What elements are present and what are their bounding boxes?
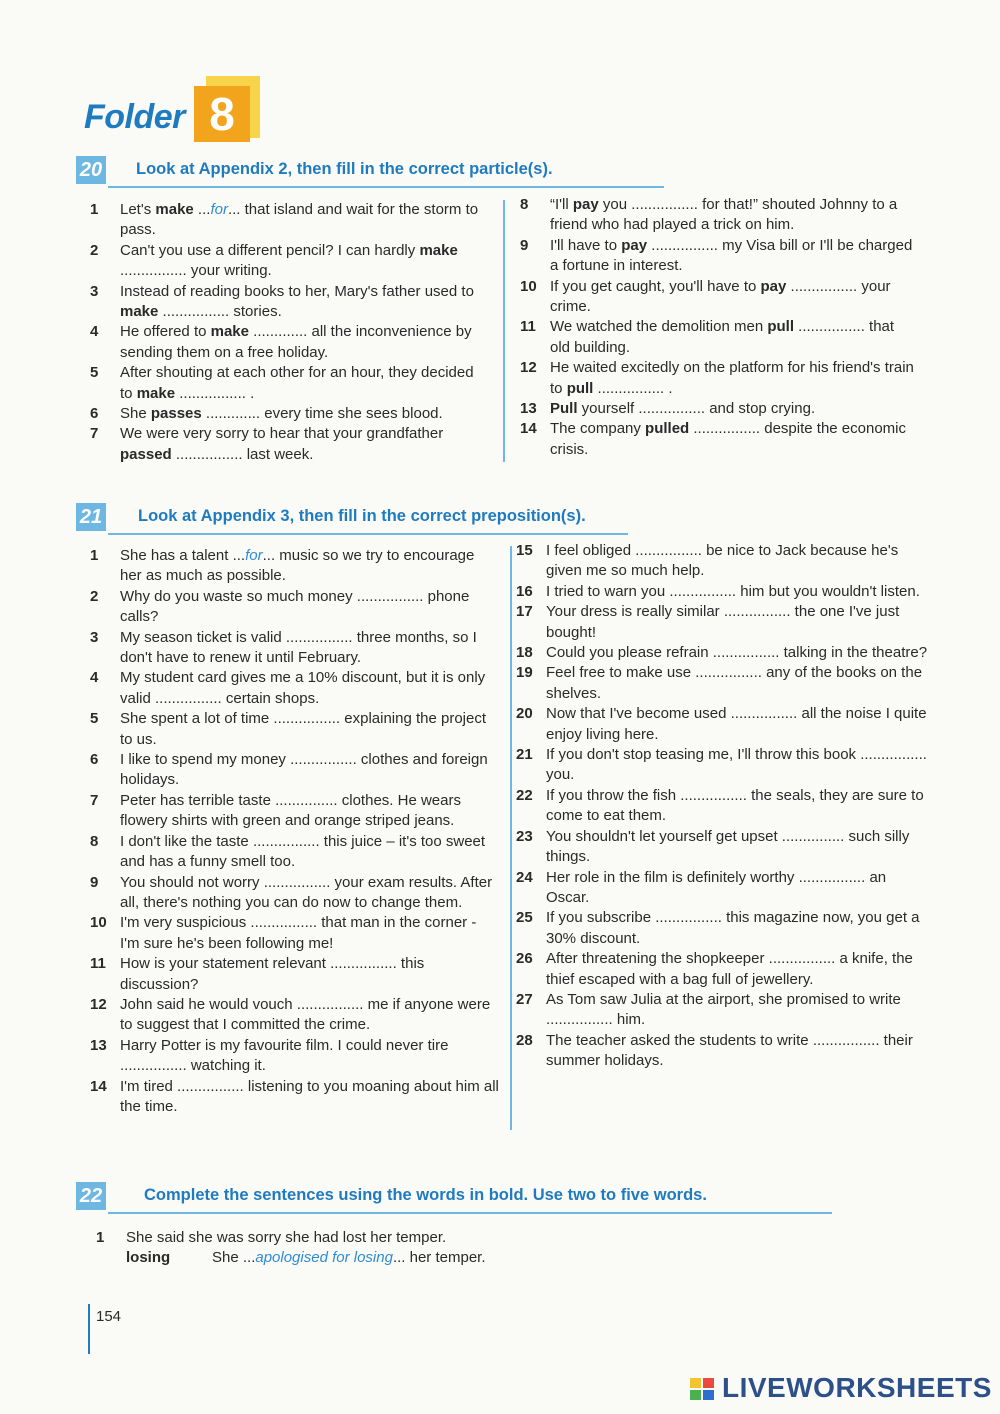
keyword: pulled (645, 420, 690, 438)
keyword: pay (621, 236, 648, 254)
item-text: yourself ................ and stop crying. (577, 400, 816, 418)
column-divider (510, 546, 512, 1130)
section-title: Look at Appendix 3, then fill in the correct preposition(s). (138, 507, 586, 525)
item-number: 5 (90, 364, 99, 382)
item-text: If you get caught, you'll have to (550, 277, 761, 295)
item-number: 15 (516, 542, 533, 559)
keyword: make (155, 201, 194, 218)
exercise-item (520, 358, 916, 399)
keyword: passed (120, 445, 172, 463)
exercise-item (90, 995, 500, 1036)
item-number: 1 (90, 201, 99, 218)
item-text: I'm tired ................ listening to you moaning about him all the time. (120, 1077, 499, 1115)
item-text: She spent a lot of time ................ explaining the project to us. (120, 710, 487, 748)
folder-title: Folder (84, 98, 185, 136)
exercise-item (90, 954, 500, 995)
exercise-item (516, 868, 932, 909)
item-number: 27 (516, 990, 533, 1008)
item-text: You should not worry ................ your exam results. After all, there's nothing you can do now to change them. (120, 873, 493, 911)
item-text: She (120, 405, 151, 423)
folder-number: 8 (194, 86, 250, 142)
exercise-item (516, 643, 932, 663)
item-text: John said he would vouch ................ me if anyone were to suggest that I committed the crime. (120, 995, 491, 1034)
item-text: Instead of reading books to her, Mary's father used to (120, 282, 474, 300)
exercise-item (90, 628, 500, 669)
item-text: I tried to warn you ................ him but you wouldn't listen. (546, 582, 920, 600)
exercise-item (90, 404, 485, 424)
column-divider (503, 200, 505, 462)
exercise-item (90, 709, 500, 750)
item-text: ................ last week. (171, 445, 314, 463)
exercise-item (516, 745, 932, 786)
item-number: 9 (520, 236, 529, 254)
item-text: Can't you use a different pencil? I can hardly (120, 241, 420, 259)
item-number: 25 (516, 909, 533, 927)
brand-text: LIVEWORKSHEETS (722, 1372, 992, 1403)
example-keyword: losing (126, 1249, 171, 1267)
item-text: We watched the demolition men (550, 318, 768, 336)
item-number: 3 (90, 628, 99, 646)
item-text: “I'll (550, 196, 573, 213)
exercise-item (516, 908, 932, 949)
exercise-item (520, 419, 916, 460)
section-rule (108, 533, 628, 535)
keyword: make (120, 303, 159, 321)
item-number: 12 (520, 359, 537, 377)
keyword: make (419, 241, 458, 259)
exercise-item (90, 241, 485, 282)
item-text: Her role in the film is definitely worthy ................ an Oscar. (546, 868, 887, 906)
item-number: 3 (90, 282, 99, 300)
keyword: pull (566, 379, 594, 397)
item-number: 1 (96, 1229, 105, 1246)
item-number: 23 (516, 827, 533, 845)
example-answer: for (210, 201, 228, 218)
item-text: ................ your writing. (120, 262, 272, 280)
exercise-item (520, 399, 916, 419)
item-text: Your dress is really similar ................ the one I've just bought! (546, 603, 900, 641)
folder-number-badge (194, 76, 262, 142)
item-text: He waited excitedly on the platform for his friend's train to (550, 359, 914, 397)
exercise-item (90, 200, 485, 241)
exercise-item (516, 827, 932, 868)
item-number: 2 (90, 241, 99, 259)
exercise-item (90, 363, 485, 404)
item-number: 20 (516, 705, 533, 723)
item-text: As Tom saw Julia at the airport, she promised to write ................ him. (546, 990, 901, 1029)
exercise-item (516, 663, 932, 704)
exercise-item (516, 990, 932, 1031)
item-number: 7 (90, 791, 99, 809)
item-number: 10 (90, 914, 107, 932)
item-number: 21 (516, 746, 533, 764)
item-text: ............. all the inconvenience by sending them on a free holiday. (120, 323, 472, 361)
section-number: 22 (76, 1182, 106, 1210)
item-text: Harry Potter is my favourite film. I could never tire ................ watching it. (120, 1036, 449, 1075)
item-text: Let's (120, 201, 156, 218)
exercise-item (90, 322, 485, 363)
item-text: My season ticket is valid ................ three months, so I don't have to renew it until February. (120, 628, 477, 667)
item-number: 13 (90, 1036, 107, 1054)
section-20-right-column (520, 195, 916, 460)
item-text: Could you please refrain ................ talking in the theatre? (546, 644, 928, 662)
exercise-item (516, 602, 932, 643)
item-number: 14 (90, 1077, 107, 1095)
item-text: After threatening the shopkeeper ................ a knife, the thief escaped with a bag full of jewellery. (546, 950, 913, 988)
item-number: 11 (90, 955, 106, 973)
item-text: ... that island and wait for the storm to pass. (120, 201, 479, 239)
item-text: ................ that old building. (550, 318, 895, 356)
item-number: 6 (90, 405, 99, 423)
item-number: 1 (90, 547, 99, 564)
exercise-item (90, 424, 485, 465)
item-text: ... music so we try to encourage her as much as possible. (120, 547, 475, 585)
item-text: I'm very suspicious ................ that man in the corner - I'm sure he's been following me! (120, 914, 477, 952)
keyword: pay (760, 277, 787, 295)
exercise-item (516, 541, 932, 582)
item-number: 4 (90, 323, 99, 341)
item-number: 12 (90, 995, 107, 1013)
item-text: ................ . (593, 379, 673, 397)
item-text: I like to spend my money ................ clothes and foreign holidays. (120, 751, 488, 789)
item-number: 5 (90, 710, 99, 728)
item-text: ................ . (175, 384, 255, 402)
item-number: 17 (516, 603, 533, 621)
exercise-item (90, 750, 500, 791)
exercise-item (520, 317, 916, 358)
item-text: I feel obliged ................ be nice to Jack because he's given me so much help. (546, 542, 899, 580)
section-21-left-column (90, 546, 500, 1117)
keyword: pull (767, 318, 795, 336)
item-number: 7 (90, 425, 99, 443)
page-number: 154 (96, 1308, 122, 1325)
item-text: ................ your crime. (550, 277, 891, 316)
item-text: ............. every time she sees blood. (201, 405, 443, 423)
example-answer: for (245, 547, 263, 564)
item-number: 26 (516, 950, 533, 968)
item-text: Why do you waste so much money ................ phone calls? (120, 587, 470, 626)
example-tail: ... her temper. (392, 1249, 486, 1267)
section-title: Look at Appendix 2, then fill in the correct particle(s). (136, 160, 553, 178)
item-text: The company (550, 420, 646, 438)
exercise-item (90, 913, 500, 954)
item-text: ................ stories. (158, 303, 282, 321)
item-number: 10 (520, 277, 537, 295)
item-text: I'll have to (550, 236, 622, 254)
item-number: 2 (90, 587, 99, 605)
example-answer: apologised for losing (255, 1249, 393, 1267)
item-text: We were very sorry to hear that your grandfather (120, 425, 444, 443)
item-text: My student card gives me a 10% discount, but it is only valid ................ certain shops. (120, 669, 486, 707)
item-text: He offered to (120, 323, 211, 341)
item-text: ................ despite the economic crisis. (550, 420, 906, 458)
example-sentence: She said she was sorry she had lost her temper. (126, 1229, 447, 1246)
exercise-item (90, 546, 500, 587)
section-rule (108, 186, 664, 188)
exercise-item (516, 949, 932, 990)
section-title: Complete the sentences using the words in bold. Use two to five words. (144, 1186, 707, 1204)
section-number: 21 (76, 503, 106, 531)
item-text: You shouldn't let yourself get upset ............... such silly things. (546, 827, 910, 866)
item-text: ... (193, 201, 211, 218)
exercise-item (90, 791, 500, 832)
page-number-bar (88, 1304, 90, 1354)
exercise-item (520, 277, 916, 318)
keyword: make (210, 323, 249, 341)
item-text: I don't like the taste ................ this juice – it's too sweet and has a funny smell too. (120, 832, 486, 871)
exercise-item (520, 195, 916, 236)
item-text: Feel free to make use ................ any of the books on the shelves. (546, 664, 923, 702)
item-number: 16 (516, 582, 533, 600)
section-21-right-column (516, 541, 932, 1072)
exercise-item (90, 668, 500, 709)
exercise-item (520, 236, 916, 277)
item-number: 14 (520, 420, 537, 438)
keyword: Pull (550, 400, 578, 418)
item-text: After shouting at each other for an hour, they decided to (120, 364, 474, 402)
exercise-item (90, 1036, 500, 1077)
item-number: 6 (90, 751, 99, 769)
item-number: 9 (90, 873, 99, 891)
section-20-left-column (90, 200, 485, 465)
exercise-item (90, 1077, 500, 1118)
exercise-item (516, 1031, 932, 1072)
item-number: 24 (516, 868, 533, 886)
item-number: 19 (516, 664, 533, 682)
item-number: 28 (516, 1031, 533, 1049)
item-text: ................ my Visa bill or I'll be charged a fortune in interest. (550, 236, 913, 275)
item-text: Peter has terrible taste ............... clothes. He wears flowery shirts with green and orange striped jeans. (120, 791, 461, 830)
exercise-item (90, 282, 485, 323)
item-text: How is your statement relevant ................ this discussion? (120, 955, 425, 993)
exercise-item (516, 582, 932, 602)
exercise-item (516, 786, 932, 827)
item-text: If you throw the fish ................ the seals, they are sure to come to eat them. (546, 786, 924, 825)
item-number: 4 (90, 669, 99, 687)
section-number: 20 (76, 156, 106, 184)
item-text: If you don't stop teasing me, I'll throw this book ................ you. (546, 746, 927, 784)
exercise-item (90, 832, 500, 873)
exercise-item (90, 873, 500, 914)
keyword: make (136, 384, 176, 402)
item-number: 8 (90, 832, 99, 850)
item-number: 13 (520, 400, 537, 418)
example-lead: She ... (212, 1249, 256, 1267)
item-number: 18 (516, 644, 533, 662)
item-text: Now that I've become used ................ all the noise I quite enjoy living here. (546, 705, 927, 743)
keyword: passes (150, 405, 202, 423)
section-22-example (96, 1228, 796, 1269)
item-number: 11 (520, 318, 536, 336)
section-rule (108, 1212, 832, 1214)
item-text: you ................ for that!” shouted Johnny to a friend who had played a trick on him. (550, 196, 898, 234)
liveworksheets-logo-icon (690, 1378, 716, 1402)
example-item (96, 1228, 796, 1269)
exercise-item (90, 587, 500, 628)
item-text: If you subscribe ................ this magazine now, you get a 30% discount. (546, 909, 920, 947)
item-number: 22 (516, 786, 533, 804)
item-text: She has a talent ... (120, 547, 246, 564)
item-number: 8 (520, 196, 529, 213)
item-text: The teacher asked the students to write ................ their summer holidays. (546, 1031, 913, 1070)
exercise-item (516, 704, 932, 745)
keyword: pay (572, 196, 599, 213)
